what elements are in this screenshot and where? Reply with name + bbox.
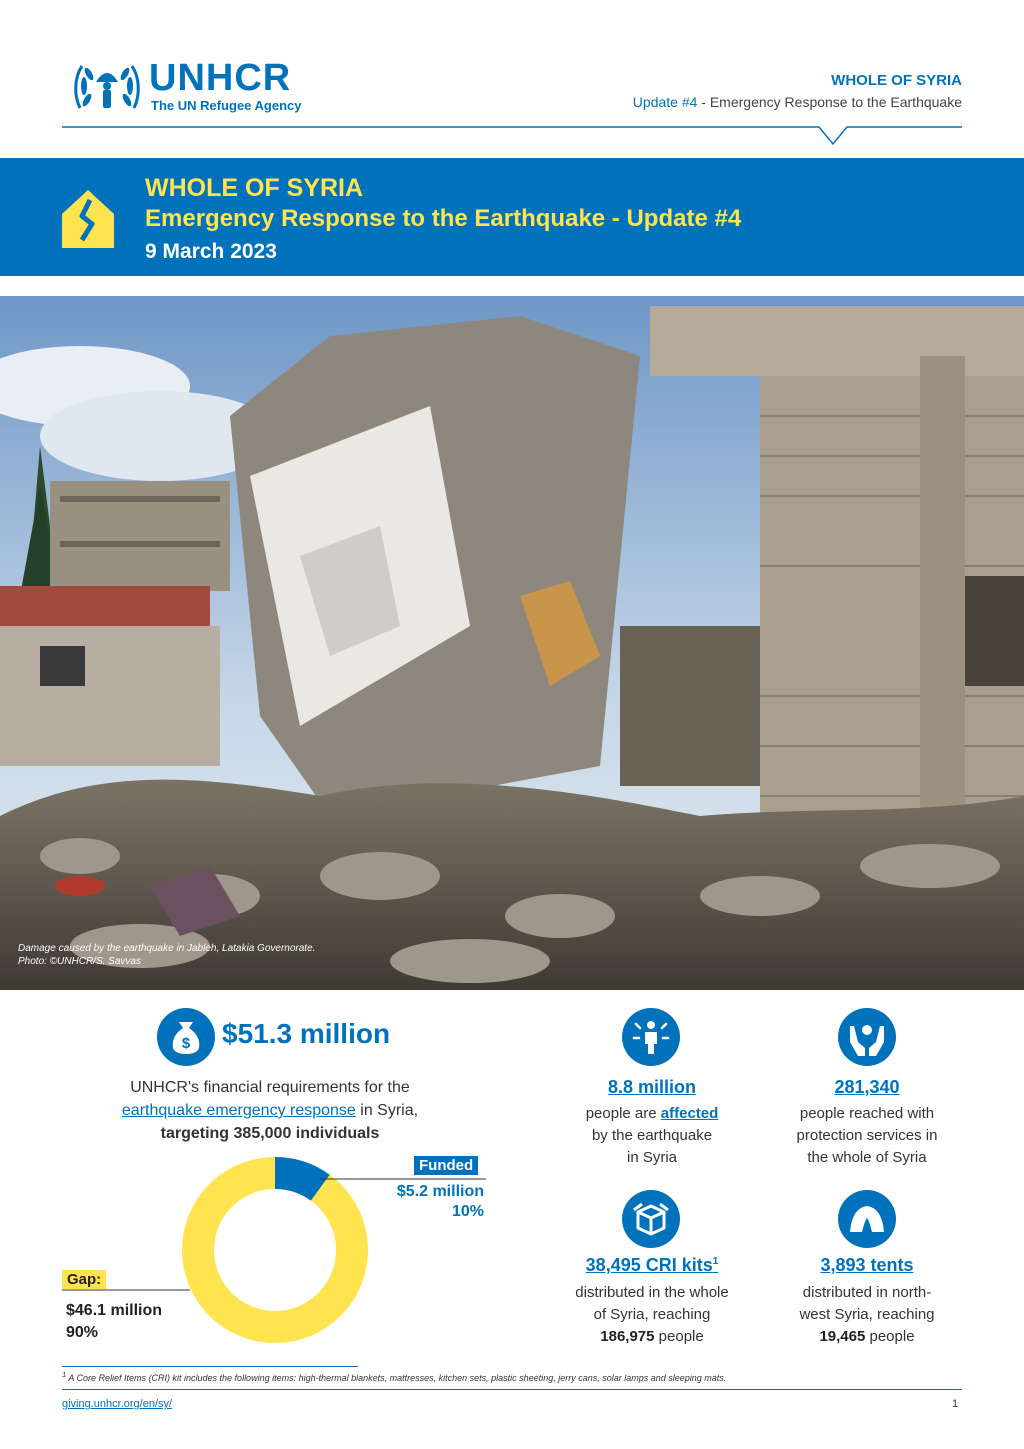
unhcr-emblem-icon	[72, 56, 142, 118]
header-update-rest: - Emergency Response to the Earthquake	[697, 94, 962, 110]
tents-number: 3,893 tents	[820, 1255, 914, 1275]
affected-text	[552, 1103, 752, 1169]
earthquake-house-icon	[58, 186, 118, 252]
funded-label: Funded	[414, 1156, 478, 1175]
protection-line-3: the whole of Syria	[807, 1149, 927, 1166]
cri-people-rest: people	[654, 1328, 704, 1345]
cri-kit-box-icon	[622, 1190, 680, 1248]
total-requirement: $51.3 million	[222, 1018, 391, 1049]
band-date: 9 March 2023	[145, 240, 277, 263]
gap-percent: 90%	[66, 1324, 99, 1341]
caption-line-1: Damage caused by the earthquake in Jableh, Latakia Governorate.	[18, 943, 316, 954]
header-update-line	[633, 94, 962, 110]
fin-line-2-rest: in Syria,	[355, 1102, 419, 1119]
cri-text	[552, 1282, 752, 1348]
band-subtitle: Emergency Response to the Earthquake - Update #4	[145, 205, 742, 232]
cri-people-count: 186,975	[600, 1328, 655, 1345]
protection-text	[767, 1103, 967, 1169]
affected-number: 8.8 million	[607, 1077, 697, 1097]
gap-amount: $46.1 million	[66, 1302, 163, 1319]
emergency-response-link[interactable]: earthquake emergency response	[121, 1102, 356, 1119]
caption-line-2: Photo: ©UNHCR/S. Savvas	[18, 956, 141, 967]
financial-description	[60, 1076, 480, 1145]
protection-line-1: people reached with	[799, 1105, 935, 1122]
logo-subtitle: The UN Refugee Agency	[151, 98, 302, 113]
affected-line-2: by the earthquake	[591, 1127, 713, 1144]
footer-link[interactable]: giving.unhcr.org/en/sy/	[62, 1398, 173, 1410]
affected-pre: people are	[585, 1105, 661, 1122]
protection-number: 281,340	[834, 1077, 900, 1097]
header-divider	[62, 126, 962, 156]
tents-people-count: 19,465	[819, 1328, 866, 1345]
photo-caption	[18, 942, 398, 968]
header-section-title: WHOLE OF SYRIA	[831, 72, 962, 89]
tents-line-1: distributed in north-	[802, 1284, 932, 1301]
gap-label: Gap:	[62, 1270, 106, 1289]
earthquake-damage-photo	[0, 296, 1024, 990]
page-number: 1	[952, 1398, 959, 1410]
tents-line-3	[767, 1326, 967, 1348]
tent-icon	[838, 1190, 896, 1248]
protection-line-2: protection services in	[796, 1127, 938, 1144]
svg-text:$: $	[181, 1035, 191, 1052]
footnote-marker: 1	[62, 1370, 67, 1379]
funded-arc	[275, 1173, 320, 1188]
fin-line-3: targeting 385,000 individuals	[160, 1125, 380, 1142]
tents-line-2: west Syria, reaching	[799, 1306, 935, 1323]
funded-percent: 10%	[451, 1203, 484, 1220]
person-affected-icon	[622, 1008, 680, 1066]
band-title: WHOLE OF SYRIA	[145, 174, 364, 202]
affected-line-1	[552, 1103, 752, 1125]
cri-number	[552, 1255, 752, 1276]
footnote-text: A Core Relief Items (CRI) kit includes the following items: high-thermal blankets, mattresses, kitchen sets, plastic sheeting, jerry cans, solar lamps and sleeping mats.	[66, 1373, 727, 1383]
logo-wordmark: UNHCR	[149, 57, 292, 99]
footer-divider	[62, 1389, 962, 1390]
fin-line-1: UNHCR's financial requirements for the	[130, 1079, 410, 1096]
gap-ring	[198, 1173, 352, 1327]
gap-value	[66, 1300, 162, 1344]
funded-amount: $5.2 million	[396, 1183, 484, 1200]
footnote	[62, 1370, 962, 1383]
header-update-label: Update #4	[632, 94, 698, 110]
cri-line-2: of Syria, reaching	[593, 1306, 711, 1323]
footnote-divider	[62, 1366, 358, 1367]
money-bag-icon	[157, 1008, 215, 1066]
tents-people-rest: people	[865, 1328, 915, 1345]
affected-line-3: in Syria	[626, 1149, 678, 1166]
protection-hands-icon	[838, 1008, 896, 1066]
fin-line-2	[60, 1099, 480, 1122]
funded-value	[397, 1182, 484, 1222]
cri-line-1: distributed in the whole	[575, 1284, 729, 1301]
cri-number-text: 38,495 CRI kits	[585, 1255, 713, 1275]
affected-link[interactable]: affected	[660, 1105, 719, 1122]
cri-superscript: 1	[712, 1256, 719, 1267]
cri-line-3	[552, 1326, 752, 1348]
tents-text	[767, 1282, 967, 1348]
